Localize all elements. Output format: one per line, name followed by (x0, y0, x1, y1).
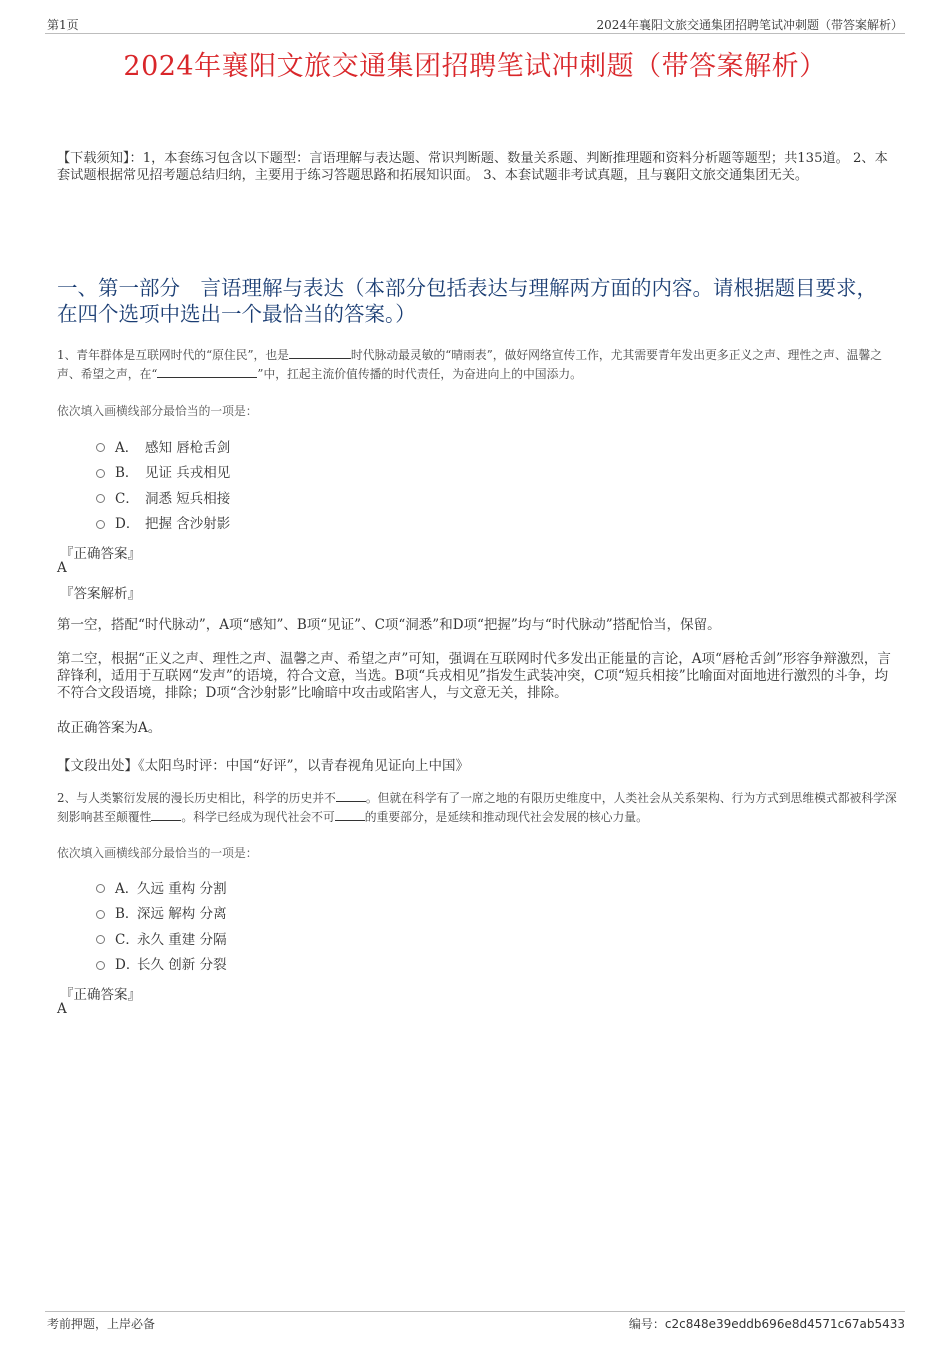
running-header-title: 2024年襄阳文旅交通集团招聘笔试冲刺题（带答案解析） (596, 18, 903, 32)
q2-options (96, 874, 227, 976)
q1-answer: A (57, 560, 67, 576)
q1-option-b[interactable]: B． 见证 兵戎相见 (96, 459, 230, 485)
q2-option-b[interactable]: B． 深远 解构 分离 (96, 900, 227, 926)
q1-analysis-para-1: 第一空，搭配“时代脉动”，A项“感知”、B项“见证”、C项“洞悉”和D项“把握”均与“时代脉动”搭配恰当，保留。 (57, 617, 721, 633)
download-notice: 【下载须知】：1，本套练习包含以下题型：言语理解与表达题、常识判断题、数量关系题、判断推理题和资料分析题等题型；共135道。 2、本套试题根据常见招考题总结归纳，主要用于练习答题思路和拓展知识面。 3、本套试题非考试真题，且与襄阳文旅交通集团无关。 (57, 151, 888, 183)
q2-option-d[interactable]: D． 长久 创新 分裂 (96, 951, 227, 977)
q1-option-d[interactable]: D． 把握 含沙射影 (96, 510, 230, 536)
q1-options (96, 433, 230, 535)
q2-instruction: 依次填入画横线部分最恰当的一项是： (57, 846, 258, 860)
q2-stem-part2: 。但就在科学有了一席之地的有限历史维度中，人类社会从关系架构、行为方式到思维模式都被科学深刻影响甚至颠覆性 (57, 791, 897, 824)
q1-source: 【文段出处】《太阳鸟时评：中国“好评”，以青春视角见证向上中国》 (57, 758, 470, 774)
q2-blank-2 (151, 808, 181, 821)
q2-option-c[interactable]: C． 永久 重建 分隔 (96, 925, 227, 951)
q1-analysis-para-2: 第二空，根据“正义之声、理性之声、温馨之声、希望之声”可知，强调在互联网时代多发出正能量的言论，A项“唇枪舌剑”形容争辩激烈，言辞锋利，适用于互联网“发声”的语境，符合文意，当选。B项“兵戎相见”指发生武装冲突，C项“短兵相接”比喻面对面地进行激烈的斗争，均不符合文段语境，排除；D项“含沙射影”比喻暗中攻击或陷害人，与文意无关，排除。 (57, 651, 891, 701)
question-2-text (57, 789, 902, 827)
document-title: 2024年襄阳文旅交通集团招聘笔试冲刺题（带答案解析） (123, 51, 827, 82)
q1-option-a[interactable]: A． 感知 唇枪舌剑 (96, 433, 230, 459)
q1-instruction: 依次填入画横线部分最恰当的一项是： (57, 404, 258, 418)
q2-answer-label: 『正确答案』 (60, 987, 141, 1003)
section-heading: 一、第一部分 言语理解与表达（本部分包括表达与理解两方面的内容。请根据题目要求，在四个选项中选出一个最恰当的答案。） (57, 276, 877, 326)
radio-icon[interactable] (96, 961, 105, 970)
footer-slogan: 考前押题，上岸必备 (47, 1317, 156, 1331)
q1-stem-part3: ”中，扛起主流价值传播的时代责任，为奋进向上的中国添力。 (257, 367, 582, 381)
footer-code-value: c2c848e39eddb696e8d4571c67ab5433 (664, 1317, 905, 1331)
q2-stem-part4: 的重要部分，是延续和推动现代社会发展的核心力量。 (364, 810, 648, 824)
footer-code (629, 1315, 905, 1332)
q2-answer: A (57, 1001, 67, 1017)
radio-icon[interactable] (96, 520, 105, 529)
q1-stem-part2: 时代脉动最灵敏的“晴雨表”，做好网络宣传工作，尤其需要青年发出更多正义之声、理性之声、温馨之声、希望之声，在“ (57, 348, 883, 381)
radio-icon[interactable] (96, 935, 105, 944)
q1-analysis-conclusion: 故正确答案为A。 (57, 720, 162, 736)
radio-icon[interactable] (96, 884, 105, 893)
q1-blank-1 (289, 346, 351, 359)
q1-analysis-label: 『答案解析』 (60, 586, 141, 602)
footer-code-label: 编号： (628, 1317, 665, 1331)
footer-divider (45, 1311, 905, 1312)
q2-option-a[interactable]: A． 久远 重构 分割 (96, 874, 227, 900)
q1-stem-part1: 1、青年群体是互联网时代的“原住民”，也是 (57, 348, 289, 362)
q1-option-c[interactable]: C． 洞悉 短兵相接 (96, 484, 230, 510)
radio-icon[interactable] (96, 443, 105, 452)
header-divider (45, 33, 905, 34)
q2-blank-3 (335, 808, 365, 821)
radio-icon[interactable] (96, 910, 105, 919)
question-1-text (57, 346, 902, 384)
radio-icon[interactable] (96, 469, 105, 478)
radio-icon[interactable] (96, 494, 105, 503)
q1-blank-2 (157, 365, 257, 378)
page-number: 第1页 (47, 18, 79, 32)
q2-stem-part3: 。科学已经成为现代社会不可 (181, 810, 335, 824)
q2-blank-1 (336, 789, 366, 802)
q1-answer-label: 『正确答案』 (60, 546, 141, 562)
q2-stem-part1: 2、与人类繁衍发展的漫长历史相比，科学的历史并不 (57, 791, 336, 805)
